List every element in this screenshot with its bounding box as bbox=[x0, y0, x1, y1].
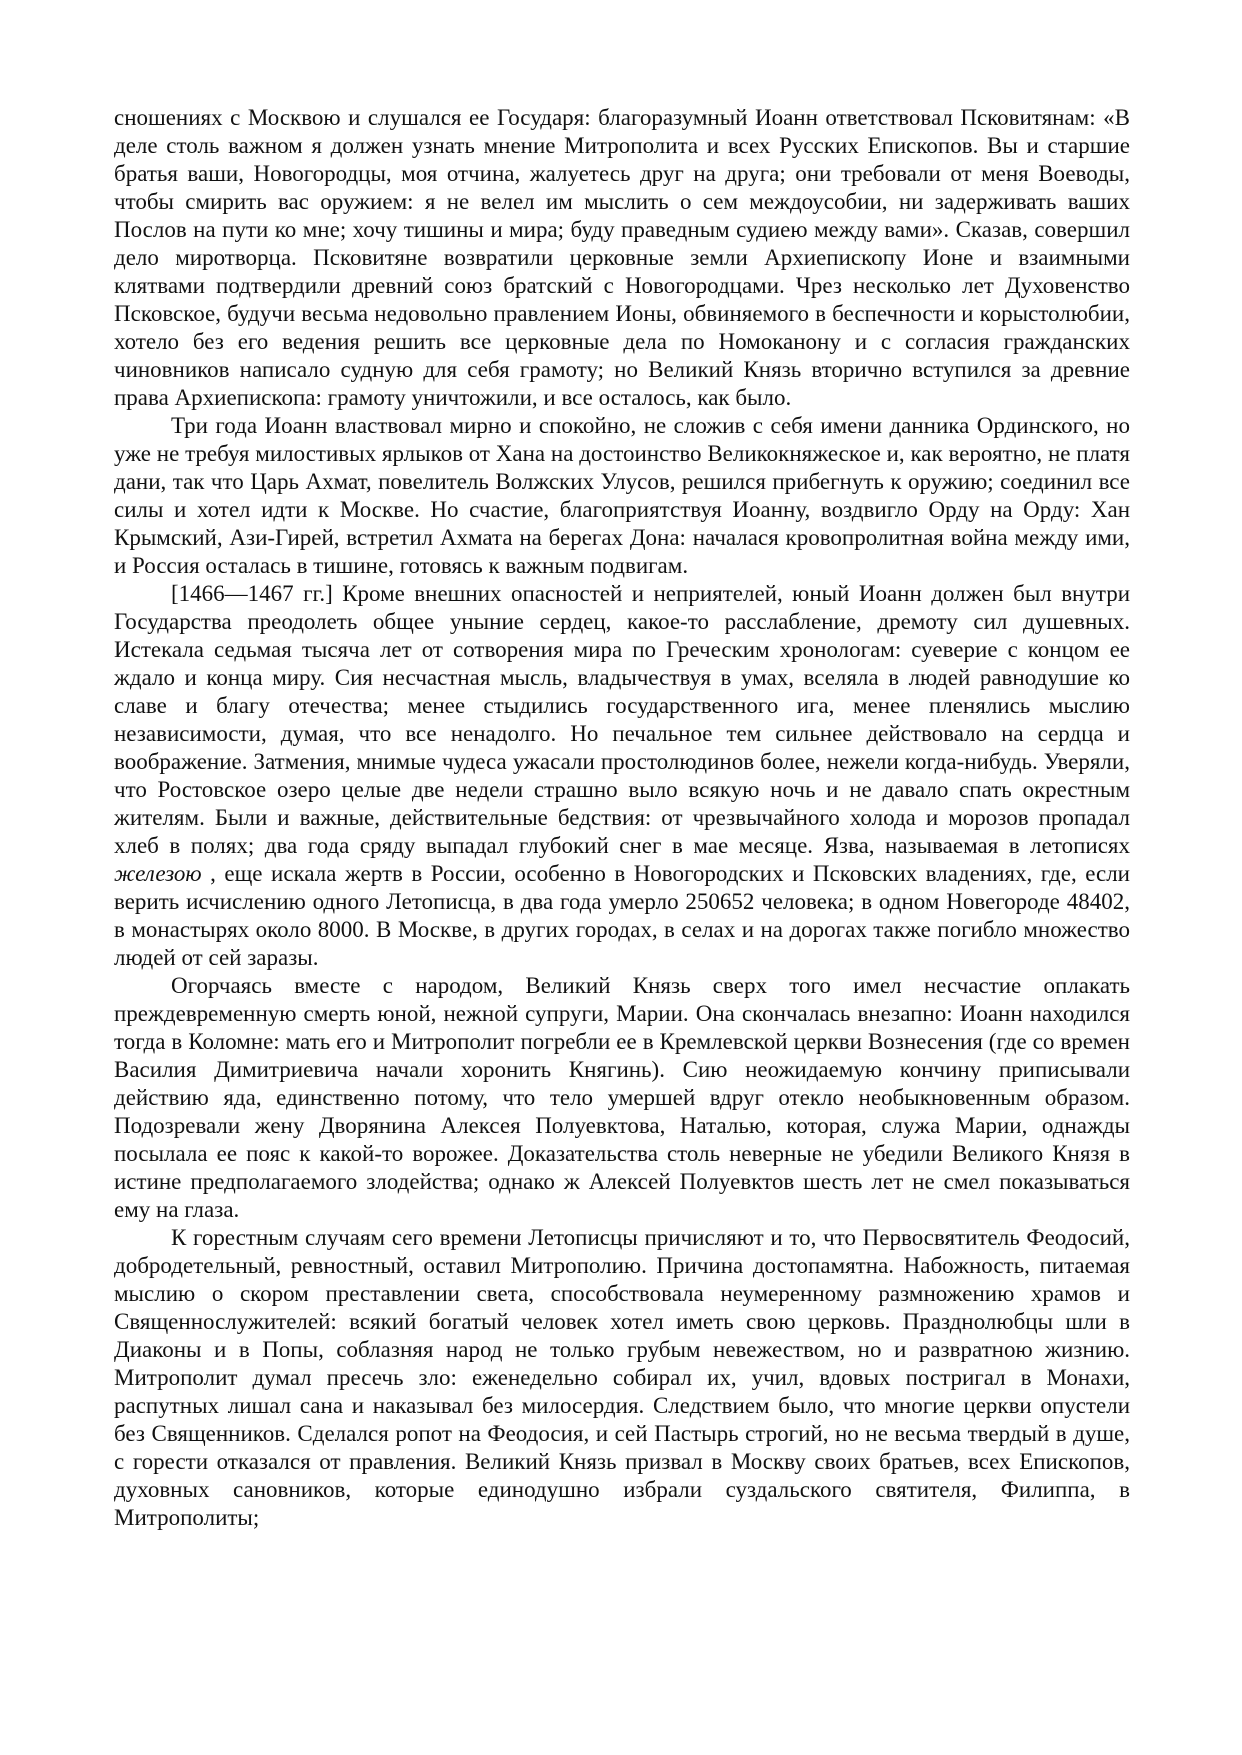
paragraph-4: Огорчаясь вместе с народом, Великий Князь сверх того имел несчастие оплакать преждевременную смерть юной, нежной супруги, Марии. Она скончалась внезапно: Иоанн находился тогда в Коломне: мать его и Митрополит погребли ее в Кремлевской церкви Вознесения (где со времен Василия Димитриевича начали хоронить Княгинь). Сию неожидаемую кончину приписывали действию яда, единственно потому, что тело умершей вдруг отекло необыкновенным образом. Подозревали жену Дворянина Алексея Полуевктова, Наталью, которая, служа Марии, однажды посылала ее пояс к какой-то ворожее. Доказательства столь неверные не убедили Великого Князя в истине предполагаемого злодейства; однако ж Алексей Полуевктов шесть лет не смел показываться ему на глаза. bbox=[114, 973, 1130, 1222]
paragraph-3-text-after: , еще искала жертв в России, особенно в Новогородских и Псковских владениях, где, если верить исчислению одного Летописца, в два года умерло 250652 человека; в одном Новегороде 48402, в монастырях около 8000. В Москве, в других городах, в селах и на дорогах также погибло множество людей от сей заразы. bbox=[114, 861, 1130, 970]
paragraph-3-italic-term: железою bbox=[114, 861, 202, 886]
document-page bbox=[114, 104, 1130, 1532]
paragraph-5: К горестным случаям сего времени Летописцы причисляют и то, что Первосвятитель Феодосий, добродетельный, ревностный, оставил Митрополию. Причина достопамятна. Набожность, питаемая мыслию о скором преставлении света, способствовала неумеренному размножению храмов и Священнослужителей: всякий богатый человек хотел иметь свою церковь. Празднолюбцы шли в Диаконы и в Попы, соблазняя народ не только грубым невежеством, но и развратною жизнию. Митрополит думал пресечь зло: еженедельно собирал их, учил, вдовых постригал в Монахи, распутных лишал сана и наказывал без милосердия. Следствием было, что многие церкви опустели без Священников. Сделался ропот на Феодосия, и сей Пастырь строгий, но не весьма твердый в душе, с горести отказался от правления. Великий Князь призвал в Москву своих братьев, всех Епископов, духовных сановников, которые единодушно избрали суздальского святителя, Филиппа, в Митрополиты; bbox=[114, 1225, 1130, 1530]
paragraph-3-text-before: [1466—1467 гг.] Кроме внешних опасностей и неприятелей, юный Иоанн должен был внутри Государства преодолеть общее уныние сердец, какое-то расслабление, дремоту сил душевных. Истекала седьмая тысяча лет от сотворения мира по Греческим хронологам: суеверие с концом ее ждало и конца миру. Сия несчастная мысль, владычествуя в умах, вселяла в людей равнодушие ко славе и благу отечества; менее стыдились государственного ига, менее пленялись мыслию независимости, думая, что все ненадолго. Но печальное тем сильнее действовало на сердца и воображение. Затмения, мнимые чудеса ужасали простолюдинов более, нежели когда-нибудь. Уверяли, что Ростовское озеро целые две недели страшно выло всякую ночь и не давало спать окрестным жителям. Были и важные, действительные бедствия: от чрезвычайного холода и морозов пропадал хлеб в полях; два года сряду выпадал глубокий снег в мае месяце. Язва, называемая в летописях bbox=[114, 581, 1130, 858]
paragraph-3 bbox=[114, 580, 1130, 972]
paragraph-2: Три года Иоанн властвовал мирно и спокойно, не сложив с себя имени данника Ординского, но уже не требуя милостивых ярлыков от Хана на достоинство Великокняжеское и, как вероятно, не платя дани, так что Царь Ахмат, повелитель Волжских Улусов, решился прибегнуть к оружию; соединил все силы и хотел идти к Москве. Но счастие, благоприятствуя Иоанну, воздвигло Орду на Орду: Хан Крымский, Ази-Гирей, встретил Ахмата на берегах Дона: началася кровопролитная война между ими, и Россия осталась в тишине, готовясь к важным подвигам. bbox=[114, 413, 1130, 578]
paragraph-1: сношениях с Москвою и слушался ее Государя: благоразумный Иоанн ответствовал Псковитянам: «В деле столь важном я должен узнать мнение Митрополита и всех Русских Епископов. Вы и старшие братья ваши, Новогородцы, моя отчина, жалуетесь друг на друга; они требовали от меня Воеводы, чтобы смирить вас оружием: я не велел им мыслить о сем междоусобии, ни задерживать ваших Послов на пути ко мне; хочу тишины и мира; буду праведным судиею между вами». Сказав, совершил дело миротворца. Псковитяне возвратили церковные земли Архиепископу Ионе и взаимными клятвами подтвердили древний союз братский с Новогородцами. Чрез несколько лет Духовенство Псковское, будучи весьма недовольно правлением Ионы, обвиняемого в беспечности и корыстолюбии, хотело без его ведения решить все церковные дела по Номоканону и с согласия гражданских чиновников написало судную для себя грамоту; но Великий Князь вторично вступился за древние права Архиепископа: грамоту уничтожили, и все осталось, как было. bbox=[114, 105, 1130, 410]
